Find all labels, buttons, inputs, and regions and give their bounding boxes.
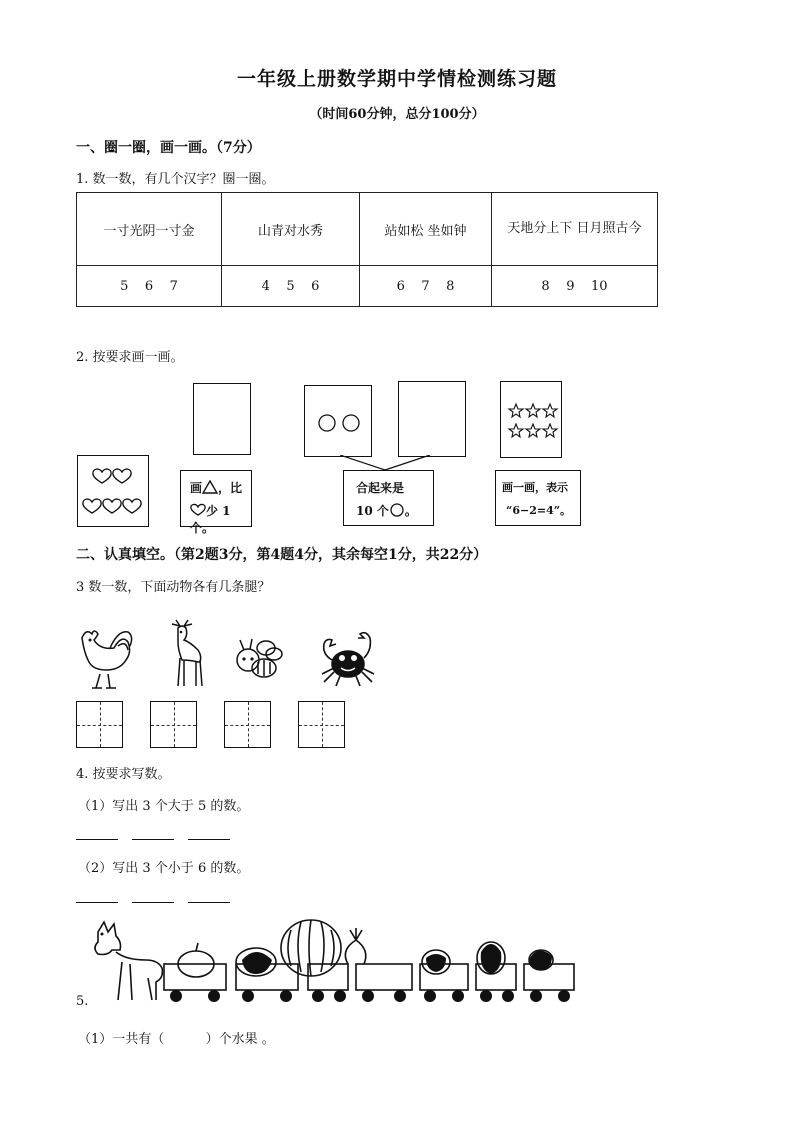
- answer-blank[interactable]: [132, 902, 174, 903]
- stars-box: [500, 381, 562, 458]
- star-icon: [543, 404, 557, 417]
- answer-box-rooster[interactable]: [76, 701, 123, 748]
- star-icon: [543, 424, 557, 437]
- section-2-heading: 二、认真填空。（第2题3分，第4题4分，其余每空1分，共22分）: [76, 547, 488, 563]
- phrase-cell: 站如松 坐如钟: [360, 193, 492, 266]
- heart-icon: [190, 503, 206, 517]
- stars-illustration: [501, 382, 561, 457]
- instruction-text: 少 1 个。: [190, 504, 231, 535]
- heart-icon: [103, 499, 121, 513]
- instruction-text: 画: [190, 481, 203, 495]
- train-car: [308, 964, 348, 990]
- drawing-square-2[interactable]: [398, 381, 466, 457]
- section-1-heading: 一、圈一圈，画一画。（7分）: [76, 140, 261, 156]
- question-4-prompt: 4. 按要求写数。: [76, 767, 171, 782]
- circles-box: [304, 385, 372, 457]
- pineapple-icon: [345, 928, 365, 964]
- star-icon: [509, 404, 523, 417]
- heart-icon: [83, 499, 101, 513]
- train-car: [420, 964, 468, 990]
- instruction-text: 。: [404, 504, 417, 518]
- fruit-train-image: [86, 918, 578, 1006]
- instruction-box-triangle: [180, 470, 252, 535]
- rooster-image: [74, 620, 136, 690]
- question-3-prompt: 3 数一数，下面动物各有几条腿？: [76, 580, 271, 595]
- heart-icon: [123, 499, 141, 513]
- circles-illustration: [305, 386, 371, 456]
- answer-blank[interactable]: [188, 839, 230, 840]
- hearts-box: [77, 455, 149, 527]
- answer-box-crab[interactable]: [298, 701, 345, 748]
- star-icon: [526, 404, 540, 417]
- phrase-cell: 天地分上下 日月照古今: [492, 193, 658, 266]
- question-4-sub-2: （2）写出 3 个小于 6 的数。: [78, 861, 250, 876]
- question-5-number: 5.: [76, 994, 89, 1009]
- phrase-cell: 一寸光阴一寸金: [77, 193, 222, 266]
- count-characters-table: [76, 192, 658, 307]
- question-1-prompt: 1. 数一数，有几个汉字？圈一圈。: [76, 172, 275, 187]
- watermelon-icon: [281, 920, 341, 976]
- star-icon: [509, 424, 523, 437]
- circle-icon: [389, 503, 405, 517]
- star-icon: [526, 424, 540, 437]
- instruction-text: “6−2=4”。: [506, 504, 572, 517]
- question-2-prompt: 2. 按要求画一画。: [76, 350, 184, 365]
- instruction-text: 10 个: [356, 504, 389, 518]
- circle-icon: [343, 415, 359, 431]
- hearts-illustration: [78, 456, 148, 526]
- drawing-square-1[interactable]: [193, 383, 251, 455]
- donkey-icon: [95, 922, 121, 955]
- train-car: [356, 964, 412, 990]
- answer-blank[interactable]: [76, 902, 118, 903]
- option-cell[interactable]: 6 7 8: [360, 266, 492, 307]
- question-5-sub-1: （1）一共有（ ）个水果 。: [78, 1032, 275, 1047]
- answer-blank[interactable]: [188, 902, 230, 903]
- heart-icon: [93, 469, 111, 483]
- circle-icon: [319, 415, 335, 431]
- phrase-cell: 山青对水秀: [222, 193, 360, 266]
- question-4-sub-1: （1）写出 3 个大于 5 的数。: [78, 799, 250, 814]
- crab-image: [314, 624, 380, 688]
- option-cell[interactable]: 4 5 6: [222, 266, 360, 307]
- instruction-text: 合起来是: [356, 481, 405, 495]
- answer-box-deer[interactable]: [150, 701, 197, 748]
- instruction-text: ，比: [218, 481, 243, 495]
- page-title: 一年级上册数学期中学情检测练习题: [236, 68, 557, 90]
- answer-blank[interactable]: [132, 839, 174, 840]
- page-subtitle: （时间60分钟，总分100分）: [309, 107, 485, 122]
- bee-image: [232, 636, 284, 688]
- instruction-text: 画一画，表示: [502, 481, 568, 494]
- option-cell[interactable]: 8 9 10: [492, 266, 658, 307]
- option-cell[interactable]: 5 6 7: [77, 266, 222, 307]
- heart-icon: [113, 469, 131, 483]
- triangle-icon: [202, 480, 218, 494]
- answer-box-bee[interactable]: [224, 701, 271, 748]
- answer-blank[interactable]: [76, 839, 118, 840]
- deer-image: [166, 618, 208, 690]
- instruction-box-combine: [343, 470, 434, 526]
- instruction-box-subtraction: [495, 470, 581, 526]
